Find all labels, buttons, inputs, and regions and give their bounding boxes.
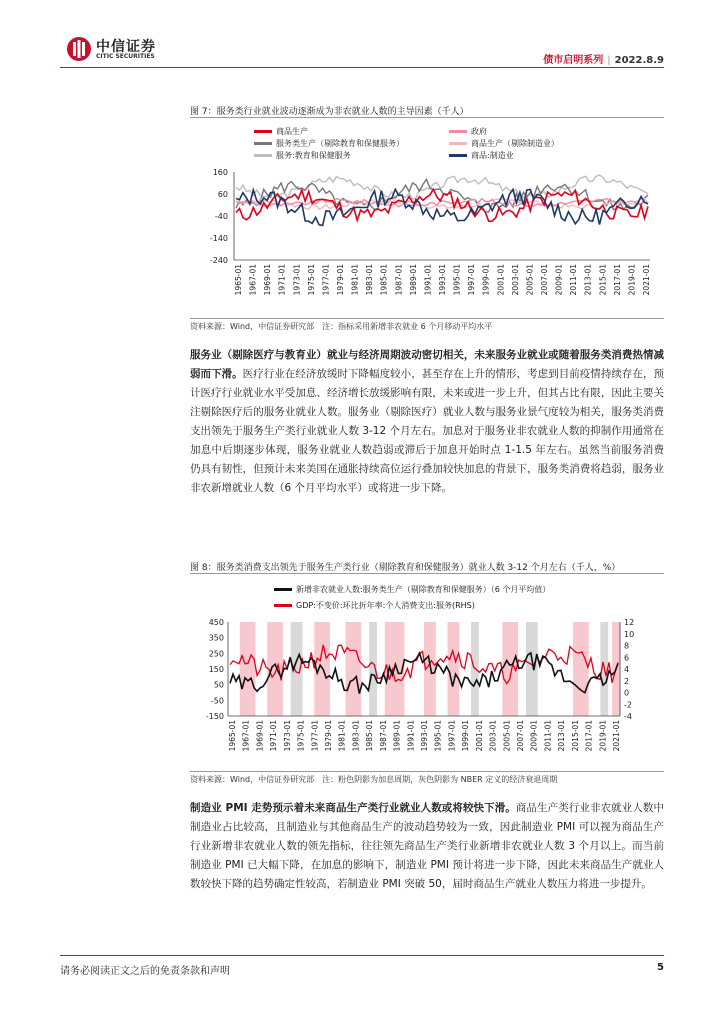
figure7-x-tick: 2015-01 [598,264,608,296]
legend-label: 商品:制造业 [471,151,514,160]
figure8-x-tick: 1997-01 [447,720,457,752]
figure8-y-right-tick: -2 [624,700,632,710]
figure8-y-left-tick: -150 [205,712,224,721]
figure8-x-tick: 1987-01 [378,720,388,752]
figure7-x-tick: 2013-01 [583,264,593,296]
figure7-x-tick: 2001-01 [496,264,506,296]
figure7-y-tick: 60 [217,190,228,199]
figure8-x-tick: 2009-01 [529,720,539,752]
figure7-x-tick: 1987-01 [394,264,404,296]
figure8-x-tick: 1973-01 [282,720,292,752]
figure7-source: 资料来源：Wind，中信证券研究部 注：指标采用新增非农就业 6 个月移动平均水平 [190,322,493,331]
figure8-top-rule [190,573,664,574]
legend-label: 新增非农就业人数:服务类生产（剔除教育和保健服务）（6 个月平均值） [296,585,551,594]
figure8-x-tick: 1977-01 [310,720,320,752]
figure8-shade-period [346,622,362,716]
figure7-top-rule [190,117,664,118]
figure7-x-tick: 1977-01 [321,264,331,296]
figure8-x-tick: 1971-01 [269,720,279,752]
figure8-x-tick: 1965-01 [228,720,237,752]
figure7-x-tick: 1979-01 [336,264,345,296]
figure7-x-tick: 1985-01 [379,264,389,296]
figure8-y-left-tick: 450 [208,618,224,627]
figure7-y-tick: 160 [212,168,228,177]
citic-logo [66,36,176,66]
figure8-x-tick: 2013-01 [557,720,567,752]
figure7-x-tick: 1999-01 [481,264,491,296]
citic-logo-icon [66,36,92,62]
figure7-x-tick: 1981-01 [350,264,360,296]
figure8-y-right-tick: 6 [624,653,630,663]
figure8-chart [190,576,664,768]
paragraph1-body: 医疗行业在经济放缓时下降幅度较小，甚至存在上升的情形，考虑到目前疫情持续存在，预计医疗行业就业水平受加息、经济增长放缓影响有限，未来或进一步上升，但其占比有限，因此主要关注剔除医疗后的服务业就业人数。服务业（剔除医疗）就业人数与服务业景气度较为相关，服务类消费支出领先于服务生产类行业就业人数 3-12 个月左右。加息对于服务业非农就业人数的抑制作用通常在加息中后期逐步体现，服务业就业人数趋弱或滞后于加息开始时点 1-1.5 年左右。虽然当前服务消费仍具有韧性，但预计未来美国在通胀持续高位运行叠加较快加息的背景下，服务类消费将趋弱，服务业非农新增就业人数（6 个月平均水平）或将进一步下降。 [190,368,664,494]
figure8-y-right-tick: 4 [624,665,630,674]
figure8-x-tick: 1995-01 [433,720,443,752]
figure7-x-tick: 2007-01 [540,264,549,296]
report-date: 2022.8.9 [614,55,664,66]
figure7-title: 图 7：服务类行业就业波动逐渐成为非农就业人数的主导因素（千人） [190,107,469,117]
figure8-x-tick: 2021-01 [612,720,621,752]
figure8-shade-period [573,622,589,716]
legend-label: 政府 [471,127,487,136]
figure8-x-tick: 1985-01 [365,720,375,752]
figure8-x-tick: 2007-01 [516,720,525,752]
figure8-x-tick: 1967-01 [241,720,251,752]
figure8-y-left-tick: 50 [213,680,224,690]
header-series-info [543,51,664,66]
figure7-x-tick: 1989-01 [408,264,418,296]
figure7-bottom-rule [190,318,664,319]
figure8-y-right-tick: 8 [624,641,630,651]
paragraph2-lead: 制造业 PMI 走势预示着未来商品生产类行业就业人数或将较快下滑。 [190,802,516,814]
footer-divider [60,955,664,956]
logo-chinese-name: 中信证券 [96,39,156,55]
legend-label: 商品生产（剔除制造业） [471,139,559,148]
figure8-x-tick: 2001-01 [474,720,484,752]
figure8-x-tick: 1993-01 [420,720,429,752]
figure8-x-tick: 1999-01 [461,720,471,752]
footer-disclaimer: 请务必阅读正文之后的免责条款和声明 [60,966,230,977]
figure7-chart [190,120,664,315]
figure7-x-tick: 1967-01 [248,264,258,296]
figure8-x-tick: 2017-01 [584,720,594,752]
figure8-x-tick: 2015-01 [570,720,580,752]
figure7-x-tick: 1975-01 [306,264,316,296]
figure7-x-tick: 2003-01 [510,264,520,296]
figure8-source: 资料来源：Wind，中信证券研究部 注：粉色阴影为加息周期，灰色阴影为 NBER 定义的经济衰退周期 [190,775,558,784]
figure7-y-tick: -40 [214,212,228,221]
series-name: 债市启明系列 [543,55,604,66]
figure8-shade-period [448,622,460,716]
figure8-x-tick: 1969-01 [255,720,265,752]
figure7-x-tick: 1973-01 [292,264,302,296]
figure7-x-tick: 1991-01 [423,264,433,296]
figure8-y-right-tick: 10 [624,629,635,639]
page-number: 5 [657,962,664,973]
legend-label: GDP:不变价:环比折年率:个人消费支出:服务(RHS) [296,601,475,610]
figure7-y-tick: -140 [209,234,228,243]
figure7-x-tick: 1997-01 [467,264,477,296]
figure8-y-right-tick: -4 [624,712,632,721]
figure7-x-tick: 1993-01 [438,264,447,296]
figure7-x-tick: 2017-01 [612,264,622,296]
legend-label: 商品生产 [276,127,308,136]
figure8-x-tick: 1989-01 [392,720,402,752]
figure8-x-tick: 1981-01 [337,720,347,752]
figure8-y-left-tick: 150 [208,665,224,674]
figure8-x-tick: 2005-01 [502,720,512,752]
figure8-x-tick: 2011-01 [543,720,553,752]
figure8-title: 图 8：服务类消费支出领先于服务生产类行业（剔除教育和保健服务）就业人数 3-12 个月左右（千人，%） [190,563,621,573]
figure8-x-tick: 1979-01 [324,720,333,752]
figure8-x-tick: 2019-01 [598,720,608,752]
legend-label: 服务类生产（剔除教育和保健服务） [276,139,404,148]
figure8-y-left-tick: 350 [208,633,224,643]
figure8-x-tick: 1983-01 [351,720,361,752]
figure7-x-tick: 2021-01 [642,264,651,296]
figure7-x-tick: 1965-01 [234,264,243,296]
paragraph-manufacturing-pmi [190,799,664,894]
figure7-plot [190,120,664,315]
logo-english-name: CITIC SECURITIES [96,53,155,60]
figure8-x-tick: 2003-01 [488,720,498,752]
figure7-x-tick: 2009-01 [554,264,564,296]
figure8-y-left-tick: -50 [210,696,224,706]
figure7-x-tick: 1995-01 [452,264,462,296]
figure8-x-tick: 1991-01 [406,720,416,752]
figure8-y-left-tick: 250 [208,649,224,659]
figure7-y-tick: -240 [209,256,228,265]
figure7-x-tick: 1983-01 [365,264,375,296]
figure8-shade-period [240,622,256,716]
figure7-x-tick: 2011-01 [569,264,579,296]
figure7-series-line [236,189,648,225]
figure8-y-right-tick: 12 [624,618,635,627]
paragraph1-lead: 服务业（剔除医疗与教育业）就业与经济周期波动密切相关，未来服务业就业或随着服务类消费热情减弱而下滑。 [190,349,664,380]
figure7-x-tick: 2005-01 [525,264,535,296]
header-separator: | [607,55,611,66]
page-header [0,0,724,70]
paragraph2-body: 商品生产类行业非农就业人数中制造业占比较高，且制造业与其他商品生产的波动趋势较为一致，因此制造业 PMI 可以视为商品生产行业新增非农就业人数的领先指标，往往领先商品生产类行业新增非农就业人数 3 个月以上。而当前制造业 PMI 已大幅下降，在加息的影响下，制造业 PMI 预计将进一步下降，因此未来商品生产就业人数较快下降的趋势确定性较高，若制造业 PMI 突破 50，届时商品生产就业人数压力将进一步提升。 [190,802,664,890]
figure8-bottom-rule [190,771,664,772]
paragraph-services-employment [190,346,664,498]
figure8-plot [190,576,664,768]
figure8-y-right-tick: 0 [624,688,630,698]
figure8-shade-period [267,622,283,716]
header-divider [60,67,664,68]
figure8-y-right-tick: 2 [624,676,630,686]
figure7-x-tick: 1969-01 [263,264,273,296]
figure8-x-tick: 1975-01 [296,720,306,752]
figure7-x-tick: 1971-01 [277,264,287,296]
legend-label: 服务:教育和保健服务 [276,151,351,160]
figure8-shade-period [526,622,538,716]
figure7-x-tick: 2019-01 [627,264,637,296]
